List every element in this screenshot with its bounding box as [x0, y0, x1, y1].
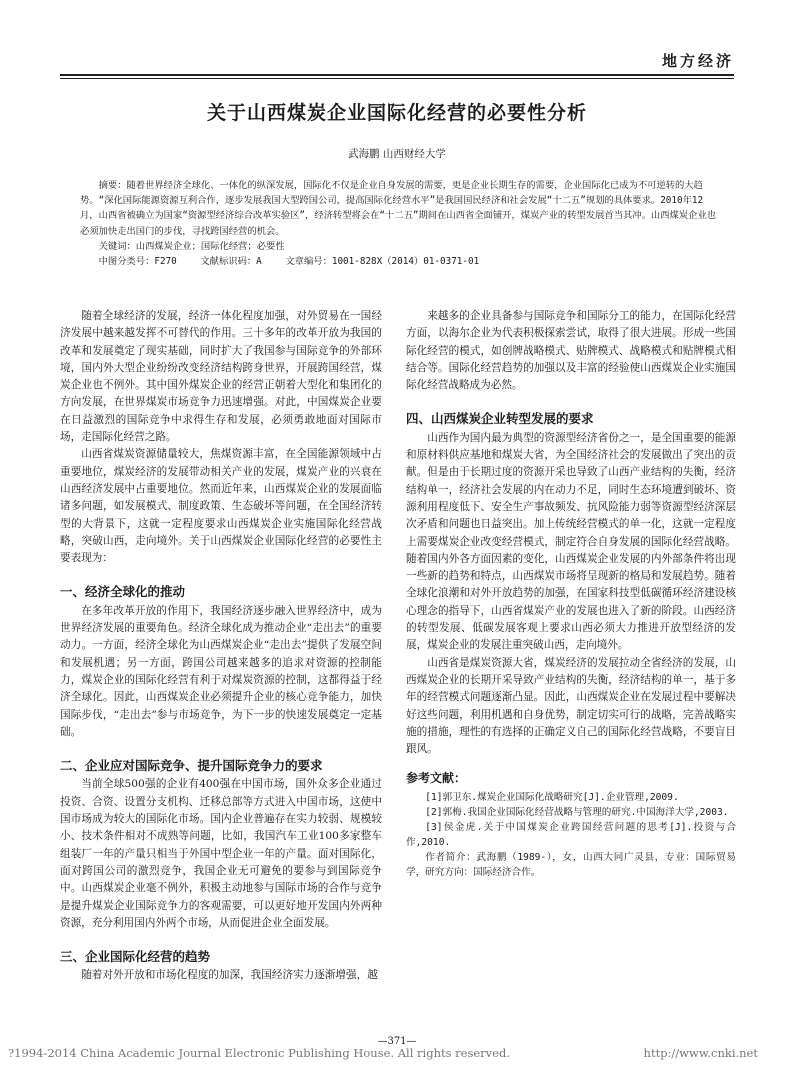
author-bio: 作者简介：武海鹏（1989-），女，山西大同广灵县，专业：国际贸易学，研究方向：国际经济合作。 — [406, 851, 736, 878]
copyright-notice: ?1994-2014 China Academic Journal Electronic Publishing House. All rights reserved. — [8, 1046, 510, 1060]
page-number: —371— — [377, 1036, 417, 1047]
paragraph: 来越多的企业具备参与国际竞争和国际分工的能力，在国际化经营方面，以海尔企业为代表积极探索尝试，取得了很大进展。形成一些国际化经营的模式，如创牌战略模式、贴牌模式、战略模式和贴牌模式相结合等。国际化经营趋势的加强以及丰富的经验使山西煤炭企业实施国际化经营战略成为必然。 — [406, 310, 736, 392]
section-heading-3: 三、企业国际化经营的趋势 — [60, 949, 211, 965]
header-rule — [60, 74, 734, 76]
reference-item: [2]郭梅.我国企业国际化经营战略与管理的研究.中国海洋大学,2003. — [425, 806, 729, 818]
paragraph: 随着全球经济的发展，经济一体化程度加强，对外贸易在一国经济发展中越来越发挥不可替代的作用。三十多年的改革开放为我国的改革和发展奠定了现实基础，同时扩大了我国参与国际竞争的外部环境，国内外大型企业纷纷改变经济结构跨身世界，开展跨国经营，煤炭企业也不例外。其中国外煤炭企业的经营正朝着大型化和集团化的方向发展，在世界煤炭市场竞争力迅速增强。对此，中国煤炭企业要在日益激烈的国际竞争中求得生存和发展，必须勇敢地面对国际市场，走国际化经营之路。 — [60, 310, 382, 444]
section-heading-2: 二、企业应对国际竞争、提升国际竞争力的要求 — [60, 758, 323, 774]
document-code: 文献标识码：A — [200, 256, 262, 268]
paragraph: 随着对外开放和市场化程度的加深，我国经济实力逐渐增强，越 — [81, 969, 378, 982]
right-column — [406, 308, 736, 880]
header-rule-thin — [60, 78, 734, 79]
author-line: 武海鹏 山西财经大学 — [348, 148, 446, 160]
reference-item: [1]郭卫东.煤炭企业国际化战略研究[J].企业管理,2009. — [425, 791, 679, 803]
article-number: 文章编号：1001-828X（2014）01-0371-01 — [285, 256, 480, 268]
reference-item: [3]侯金虎.关于中国煤炭企业跨国经营问题的思考[J].投资与合作,2010. — [406, 821, 736, 848]
class-number: 中图分类号：F270 — [98, 256, 177, 268]
keywords: 关键词：山西煤炭企业；国际化经营；必要性 — [98, 240, 285, 252]
abstract-text: 摘要：随着世界经济全球化、一体化的纵深发展，国际化不仅是企业自身发展的需要，更是企业长期生存的需要，企业国际化已成为不可逆转的大趋势。“深化国际能源资源互利合作，逐步发展我国大型跨国公司，提高国际化经营水平”是我国国民经济和社会发展“十二五”规划的具体要求。2010年12月，山西省被确立为国家“资源型经济综合改革实验区”，经济转型将会在“十二五”期间在山西省全面铺开，煤炭产业的转型发展首当其冲。山西煤炭企业也必须加快走出国门的步伐，寻找跨国经营的机会。 — [80, 180, 716, 237]
section-label: 地方经济 — [661, 52, 734, 70]
paragraph: 山西省是煤炭资源大省，煤炭经济的发展拉动全省经济的发展，山西煤炭企业的长期开采导致产业结构的失衡，经济结构的单一，基于多年的经营模式问题逐渐凸显。因此，山西煤炭企业在发展过程中要解决好这些问题，利用机遇和自身优势，制定切实可行的战略，完善战略实施的措施，理性的有选择的正确定义自己的国际化经营战略，不要盲目跟风。 — [406, 656, 736, 756]
abstract-block — [80, 178, 720, 269]
paragraph: 当前全球500强的企业有400强在中国市场，国外众多企业通过投资、合资、设置分支机构、迁移总部等方式进入中国市场，这使中国市场成为较大的国际化市场。国内企业普遍存在实力较弱、规模较小、技术条件相对不成熟等问题，比如，我国汽车工业100多家整车组装厂一年的产量只相当于外国中型企业一年的产量。面对国际化，面对跨国公司的激烈竞争，我国企业无可避免的要参与到国际竞争中。山西煤炭企业毫不例外，积极主动地参与国际市场的合作与竞争是提升煤炭企业国际竞争力的客观需要，可以更好地开发国内外两种资源，充分利用国内外两个市场，从而促进企业全面发展。 — [60, 778, 382, 929]
left-column — [60, 308, 382, 985]
section-heading-4: 四、山西煤炭企业转型发展的要求 — [406, 411, 594, 427]
paragraph: 山西作为国内最为典型的资源型经济省份之一，是全国重要的能源和原材料供应基地和煤炭大省，为全国经济社会的发展做出了突出的贡献。但是由于长期过度的资源开采也导致了山西产业结构的失衡，经济结构单一，经济社会发展的内在动力不足，同时生态环境遭到破坏、资源利用程度低下、安全生产事故频发、抗风险能力弱等资源型经济深层次矛盾和问题也日益突出。加上传统经营模式的单一化，这就一定程度上需要煤炭企业改变经营模式，制定符合自身发展的国际化经营战略。随着国内外各方面因素的变化，山西煤炭企业发展的内外部条件将出现一些新的趋势和特点，山西煤炭市场将呈现新的格局和发展趋势。随着全球化浪潮和对外开放趋势的加强，在国家科技型低碳循环经济建设核心理念的指导下，山西省煤炭产业的发展也进入了新的阶段。山西经济的转型发展、低碳发展客观上要求山西必须大力推进开放型经济的发展，煤炭企业的发展注重突破山西，走向境外。 — [406, 431, 736, 652]
classification-row — [80, 254, 720, 269]
footer-url[interactable]: http://www.cnki.net — [643, 1046, 758, 1060]
references-heading: 参考文献： — [406, 771, 467, 786]
section-heading-1: 一、经济全球化的推动 — [60, 584, 186, 600]
article-title: 关于山西煤炭企业国际化经营的必要性分析 — [206, 102, 587, 124]
paragraph: 山西省煤炭资源储量较大，焦煤资源丰富，在全国能源领域中占重要地位，煤炭经济的发展带动相关产业的发展，煤炭产业的兴衰在山西经济发展中占重要地位。然而近年来，山西煤炭企业的发展面临诸多问题，如发展模式、制度政策、生态破坏等问题，在全国经济转型的大背景下，这就一定程度要求山西煤炭企业实施国际化经营战略，突破山西，走向境外。关于山西煤炭企业国际化经营的必要性主要表现为： — [60, 448, 382, 565]
paragraph: 在多年改革开放的作用下，我国经济逐步融入世界经济中，成为世界经济发展的重要角色。经济全球化成为推动企业“走出去”的重要动力。一方面，经济全球化为山西煤炭企业“走出去”提供了发展空间和发展机遇；另一方面，跨国公司越来越多的追求对资源的控制能力，煤炭企业的国际化经营有利于对煤炭资源的控制，这都得益于经济全球化。因此，山西煤炭企业必须提升企业的核心竞争能力，加快国际步伐，“走出去”参与市场竞争，为下一步的快速发展奠定一定基础。 — [60, 604, 382, 738]
footer — [8, 1046, 788, 1060]
